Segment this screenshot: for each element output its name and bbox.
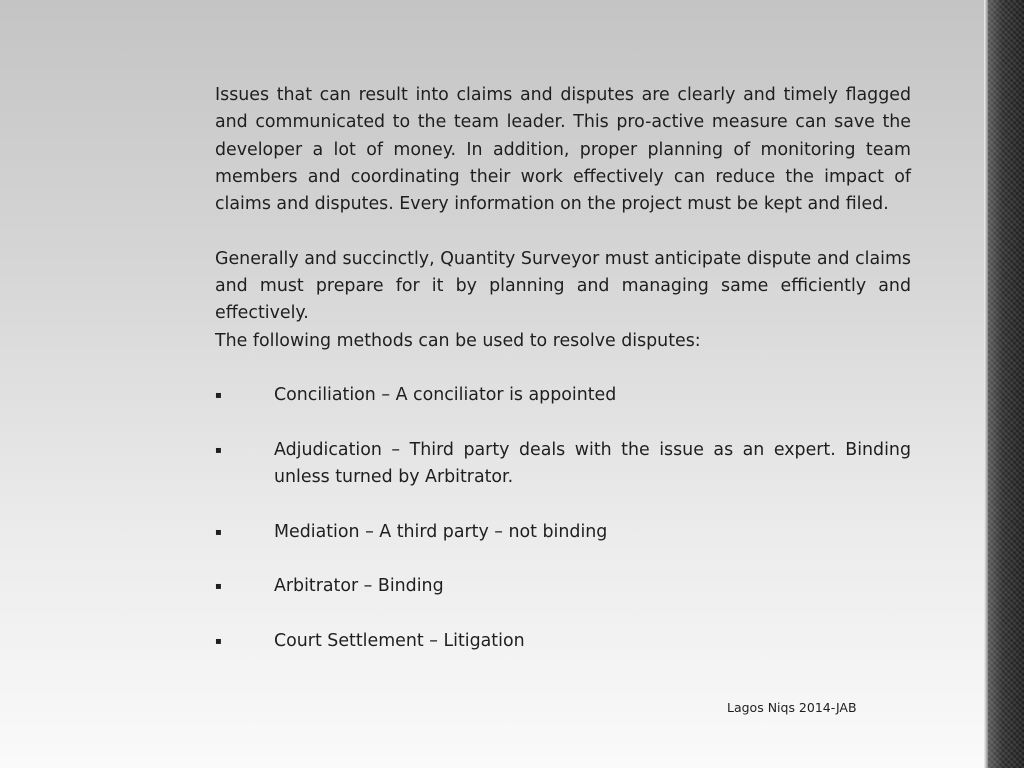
square-bullet-icon: ▪ bbox=[215, 526, 222, 538]
square-bullet-icon: ▪ bbox=[215, 390, 222, 402]
paragraph-quantity-surveyor: Generally and succinctly, Quantity Surveyor must anticipate dispute and claims and must prepare for it by planning and managing same efficiently and effectively. bbox=[215, 248, 911, 324]
methods-intro: The following methods can be used to resolve disputes: bbox=[215, 330, 701, 351]
list-gap bbox=[215, 491, 911, 518]
method-text: Arbitrator – Binding bbox=[274, 576, 444, 597]
paragraph-gap bbox=[215, 355, 911, 382]
slide-decorative-strip bbox=[988, 0, 1024, 768]
list-item-mediation bbox=[215, 519, 911, 546]
slide-body bbox=[215, 82, 911, 655]
list-item-arbitrator bbox=[215, 573, 911, 600]
method-text: Conciliation – A conciliator is appointed bbox=[274, 385, 617, 406]
method-text: Mediation – A third party – not binding bbox=[274, 521, 608, 542]
slide-footer: Lagos Niqs 2014-JAB bbox=[727, 700, 857, 715]
list-gap bbox=[215, 546, 911, 573]
square-bullet-icon: ▪ bbox=[215, 444, 222, 456]
list-gap bbox=[215, 410, 911, 437]
list-item-court-settlement bbox=[215, 628, 911, 655]
list-gap bbox=[215, 601, 911, 628]
list-item-conciliation bbox=[215, 382, 911, 409]
square-bullet-icon: ▪ bbox=[215, 581, 222, 593]
paragraph-claims-disputes: Issues that can result into claims and disputes are clearly and timely flagged and communicated to the team leader. This pro-active measure can save the developer a lot of money. In addition, proper planning of monitoring team members and coordinating their work effectively can reduce the impact of claims and disputes. Every information on the project must be kept and filed. bbox=[215, 85, 911, 215]
method-text: Court Settlement – Litigation bbox=[274, 630, 525, 651]
square-bullet-icon: ▪ bbox=[215, 635, 222, 647]
method-text: Adjudication – Third party deals with the issue as an expert. Binding unless turned by Arbitrator. bbox=[274, 439, 911, 488]
list-item-adjudication bbox=[215, 437, 911, 492]
paragraph-gap bbox=[215, 218, 911, 245]
